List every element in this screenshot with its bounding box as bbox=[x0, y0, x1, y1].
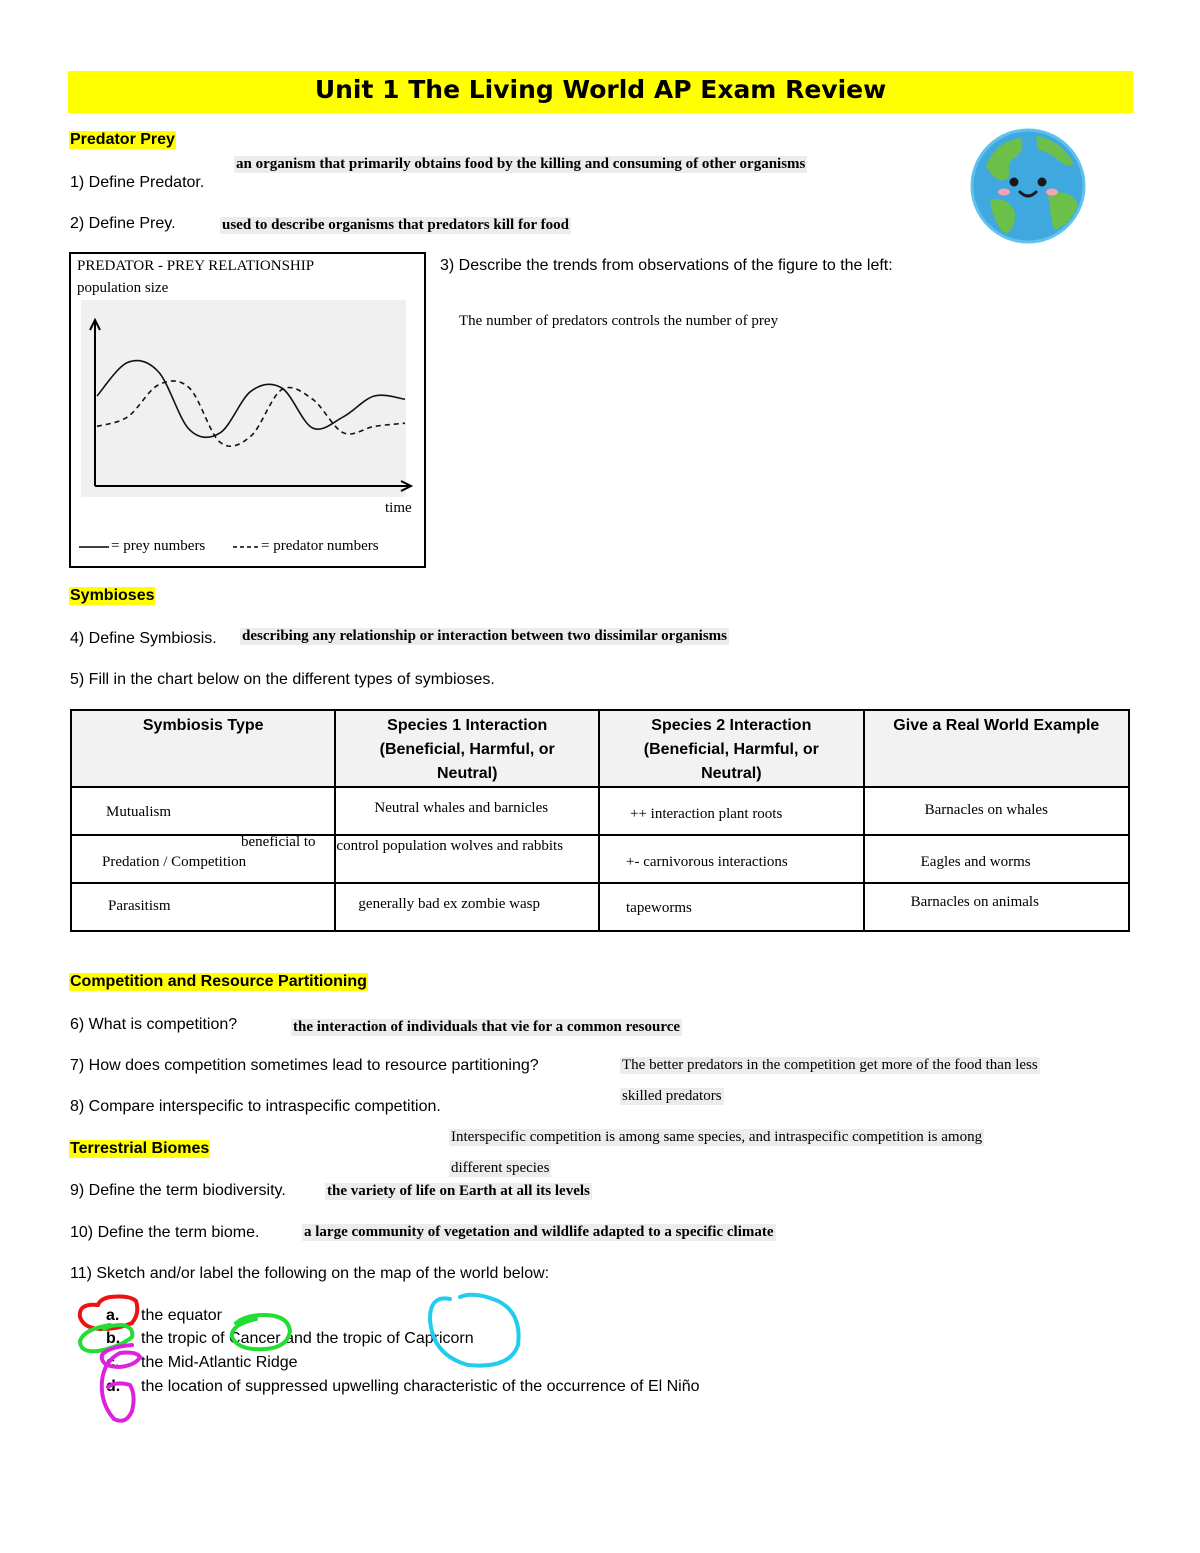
figure-title: PREDATOR - PREY RELATIONSHIP bbox=[77, 258, 315, 274]
table-cell: Barnacles on whales bbox=[924, 802, 1048, 818]
list-letter: d. bbox=[106, 1378, 121, 1395]
answer-prey: used to describe organisms that predators kill for food bbox=[222, 217, 569, 233]
answer-symbiosis: describing any relationship or interaction between two dissimilar organisms bbox=[242, 628, 728, 644]
question-4: 4) Define Symbiosis. bbox=[70, 630, 217, 647]
list-item: the Mid-Atlantic Ridge bbox=[141, 1354, 298, 1371]
table-header: Species 2 Interaction (Beneficial, Harmful, or Neutral) bbox=[599, 710, 864, 787]
section-heading-predator-prey: Predator Prey bbox=[70, 131, 175, 148]
answer-partitioning-line2: skilled predators bbox=[622, 1088, 722, 1104]
answer-inter-intra-line2: different species bbox=[451, 1160, 550, 1176]
magenta-circle-cd bbox=[102, 1345, 140, 1421]
table-header-row bbox=[71, 710, 1129, 787]
question-1: 1) Define Predator. bbox=[70, 174, 205, 191]
section-heading-biomes: Terrestrial Biomes bbox=[70, 1140, 210, 1157]
question-8: 8) Compare interspecific to intraspecific competition. bbox=[70, 1098, 441, 1115]
table-cell: generally bad ex zombie wasp bbox=[358, 896, 541, 912]
list-letter: b. bbox=[106, 1330, 121, 1347]
table-cell: Parasitism bbox=[108, 898, 171, 914]
question-6: 6) What is competition? bbox=[70, 1016, 238, 1033]
table-overflow-note: beneficial to bbox=[241, 834, 316, 850]
table-cell: Mutualism bbox=[106, 804, 172, 820]
question-2: 2) Define Prey. bbox=[70, 215, 176, 232]
answer-inter-intra-line1: Interspecific competition is among same species, and intraspecific competition is among bbox=[451, 1129, 983, 1145]
list-item: the tropic of Cancer and the tropic of Capricorn bbox=[141, 1330, 474, 1347]
question-9: 9) Define the term biodiversity. bbox=[70, 1182, 286, 1199]
section-heading-competition: Competition and Resource Partitioning bbox=[70, 973, 367, 990]
table-row bbox=[71, 835, 1129, 883]
list-item: the equator bbox=[141, 1307, 222, 1324]
table-cell: Predation / Competition bbox=[102, 854, 247, 870]
answer-partitioning-line1: The better predators in the competition get more of the food than less bbox=[622, 1057, 1038, 1073]
title-banner bbox=[68, 71, 1133, 113]
answer-biodiversity: the variety of life on Earth at all its levels bbox=[327, 1183, 590, 1199]
table-header: Give a Real World Example bbox=[864, 710, 1129, 787]
handdrawn-annotations bbox=[70, 1285, 530, 1430]
question-7: 7) How does competition sometimes lead to resource partitioning? bbox=[70, 1057, 539, 1074]
table-row bbox=[71, 787, 1129, 835]
list-letter: a. bbox=[106, 1307, 120, 1324]
question-3: 3) Describe the trends from observations of the figure to the left: bbox=[440, 257, 893, 274]
section-heading-symbioses: Symbioses bbox=[70, 587, 155, 604]
predator-prey-figure bbox=[69, 252, 426, 568]
list-letter: c. bbox=[106, 1354, 120, 1371]
table-cell: Barnacles on animals bbox=[910, 894, 1039, 910]
cyan-circle-capricorn bbox=[430, 1295, 519, 1366]
table-cell: Eagles and worms bbox=[920, 854, 1031, 870]
answer-biome: a large community of vegetation and wildlife adapted to a specific climate bbox=[304, 1224, 774, 1240]
question-5: 5) Fill in the chart below on the different types of symbioses. bbox=[70, 671, 495, 688]
table-row bbox=[71, 883, 1129, 931]
question-10: 10) Define the term biome. bbox=[70, 1224, 260, 1241]
green-circle-cancer bbox=[232, 1315, 290, 1349]
answer-competition: the interaction of individuals that vie for a common resource bbox=[293, 1019, 681, 1035]
table-cell: tapeworms bbox=[626, 900, 692, 916]
table-cell: ++ interaction plant roots bbox=[630, 806, 783, 822]
table-header: Species 1 Interaction (Beneficial, Harmful, or Neutral) bbox=[335, 710, 599, 787]
legend-prey-label: = prey numbers bbox=[111, 538, 206, 554]
question-11: 11) Sketch and/or label the following on the map of the world below: bbox=[70, 1265, 550, 1282]
page-title: Unit 1 The Living World AP Exam Review bbox=[314, 75, 887, 104]
figure-ylabel: population size bbox=[77, 280, 169, 296]
answer-predator: an organism that primarily obtains food by the killing and consuming of other organisms bbox=[236, 156, 806, 172]
figure-xlabel: time bbox=[385, 500, 412, 516]
symbioses-table bbox=[70, 709, 1130, 932]
table-header: Symbiosis Type bbox=[71, 710, 335, 787]
smiling-earth-icon bbox=[966, 126, 1090, 246]
predator-prey-chart bbox=[71, 254, 424, 566]
table-cell: +- carnivorous interactions bbox=[626, 854, 788, 870]
legend-predator-label: = predator numbers bbox=[261, 538, 379, 554]
table-cell: control population wolves and rabbits bbox=[336, 838, 564, 854]
chart-plot-background bbox=[81, 300, 406, 497]
answer-trends: The number of predators controls the number of prey bbox=[459, 313, 779, 329]
table-cell: Neutral whales and barnicles bbox=[374, 800, 549, 816]
list-item: the location of suppressed upwelling characteristic of the occurrence of El Niño bbox=[141, 1378, 700, 1395]
